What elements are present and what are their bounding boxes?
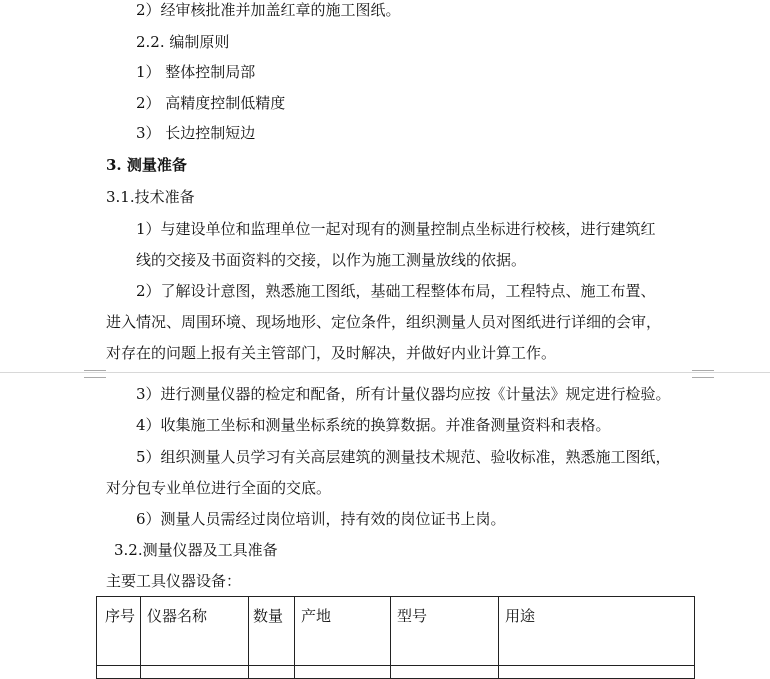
text-line: 4）收集施工坐标和测量坐标系统的换算数据。并准备测量资料和表格。 [136, 416, 611, 434]
list-item: 1） 整体控制局部 [136, 63, 256, 81]
table-header-cell: 数量 [249, 597, 295, 666]
table-cell [249, 666, 295, 679]
list-item: 3） 长边控制短边 [136, 124, 256, 142]
text-line: 5）组织测量人员学习有关高层建筑的测量技术规范、验收标准，熟悉施工图纸， [136, 448, 671, 466]
table-header-cell: 型号 [391, 597, 499, 666]
table-header-cell: 仪器名称 [141, 597, 249, 666]
section-heading: 3.2.测量仪器及工具准备 [114, 541, 278, 559]
table-cell [97, 666, 141, 679]
table-cell [499, 666, 695, 679]
page-margin-mark-left [84, 370, 106, 378]
table-cell [141, 666, 249, 679]
table-cell [295, 666, 391, 679]
text-line: 2）经审核批准并加盖红章的施工图纸。 [136, 1, 401, 19]
equipment-table [96, 596, 695, 679]
section-heading: 3.1.技术准备 [106, 188, 195, 206]
text-line: 2）了解设计意图，熟悉施工图纸，基础工程整体布局，工程特点、施工布置、 [136, 282, 656, 300]
text-line: 1）与建设单位和监理单位一起对现有的测量控制点坐标进行校核，进行建筑红 [136, 220, 656, 238]
page-margin-mark-right [692, 370, 714, 378]
text-line: 对存在的问题上报有关主管部门，及时解决，并做好内业计算工作。 [106, 344, 557, 362]
text-line: 线的交接及书面资料的交接，以作为施工测量放线的依据。 [136, 251, 527, 269]
page-break-line [0, 372, 770, 373]
text-line: 对分包专业单位进行全面的交底。 [106, 479, 332, 497]
table-header-row [97, 597, 695, 666]
chapter-heading: 3. 测量准备 [106, 156, 187, 174]
section-heading: 2.2. 编制原则 [136, 33, 230, 51]
text-line: 主要工具仪器设备： [106, 572, 242, 590]
table-header-cell: 用途 [499, 597, 695, 666]
text-line: 进入情况、周围环境、现场地形、定位条件，组织测量人员对图纸进行详细的会审， [106, 313, 662, 331]
text-line: 6）测量人员需经过岗位培训，持有效的岗位证书上岗。 [136, 510, 506, 528]
text-line: 3）进行测量仪器的检定和配备，所有计量仪器均应按《计量法》规定进行检验。 [136, 385, 671, 403]
table-header-cell: 产地 [295, 597, 391, 666]
table-cell [391, 666, 499, 679]
table-row [97, 666, 695, 679]
table-header-cell: 序号 [97, 597, 141, 666]
list-item: 2） 高精度控制低精度 [136, 94, 286, 112]
